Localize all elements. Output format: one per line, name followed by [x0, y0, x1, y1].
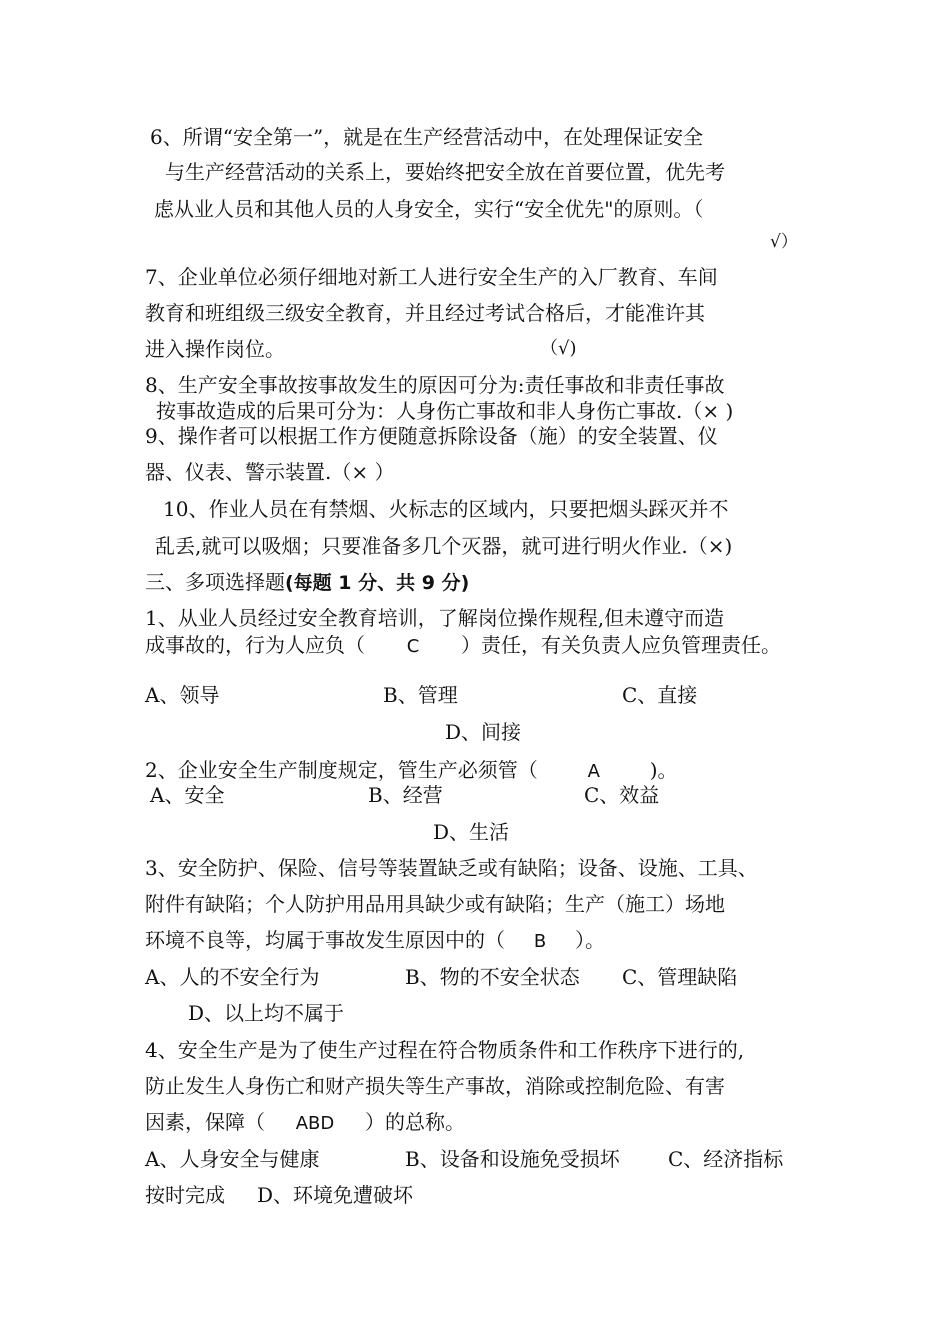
section-heading-score: (每题 1 分、共 9 分)	[285, 572, 470, 594]
tf-q9-line-2: 器、仪表、警示装置.（× ）	[145, 460, 395, 484]
tf-q7-line-3: 进入操作岗位。	[145, 337, 285, 361]
mc-q3-option-c: C、管理缺陷	[622, 965, 738, 989]
tf-q7-answer: （√)	[540, 338, 577, 359]
tf-q10-line-1: 10、作业人员在有禁烟、火标志的区域内，只要把烟头踩灭并不	[163, 497, 729, 521]
mc-q3-line-1: 3、安全防护、保险、信号等装置缺乏或有缺陷；设备、设施、工具、	[145, 856, 758, 880]
mc-q1-line-1: 1、从业人员经过安全教育培训，了解岗位操作规程,但未遵守而造	[145, 606, 725, 630]
mc-q2-stem-end: )。	[649, 758, 678, 782]
tf-q7-line-2: 教育和班组级三级安全教育，并且经过考试合格后，才能准许其	[145, 301, 705, 325]
mc-q3-answer: B	[533, 931, 547, 952]
mc-q4-option-a: A、人身安全与健康	[145, 1147, 320, 1171]
mc-q3-stem: 环境不良等，均属于事故发生原因中的（	[145, 928, 505, 952]
mc-q1-option-a: A、领导	[145, 683, 220, 707]
mc-q3-stem-end: ）。	[575, 928, 605, 952]
tf-q8-line-2: 按事故造成的后果可分为：人身伤亡事故和非人身伤亡事故.（× )	[156, 399, 734, 423]
mc-q4-line-3	[145, 1110, 465, 1136]
tf-q6-line-3: 虑从业人员和其他人员的人身安全，实行“安全优先"的原则。（	[154, 197, 704, 221]
mc-q1-stem-end: ）责任，有关负责人应负管理责任。	[461, 633, 781, 657]
mc-q4-option-c: C、经济指标	[668, 1147, 784, 1171]
mc-q3-option-b: B、物的不安全状态	[405, 965, 580, 989]
mc-q3-option-a: A、人的不安全行为	[145, 965, 320, 989]
section-heading-title: 三、多项选择题	[145, 570, 285, 594]
tf-q10-line-2: 乱丢,就可以吸烟；只要准备多几个灭器，就可进行明火作业.（×)	[155, 534, 733, 558]
mc-q2-option-d: D、生活	[433, 820, 510, 844]
tf-q8-line-1: 8、生产安全事故按事故发生的原因可分为:责任事故和非责任事故	[145, 373, 725, 397]
tf-q6-line-1: 6、所谓“安全第一”，就是在生产经营活动中，在处理保证安全	[150, 125, 704, 149]
mc-q3-line-3	[145, 928, 605, 954]
tf-q6-answer: √）	[770, 232, 798, 252]
mc-q4-answer: ABD	[295, 1113, 335, 1134]
mc-q3-option-d: D、以上均不属于	[188, 1001, 345, 1025]
mc-q1-stem: 成事故的，行为人应负（	[145, 633, 365, 657]
mc-q4-line-1: 4、安全生产是为了使生产过程在符合物质条件和工作秩序下进行的,	[145, 1038, 745, 1062]
tf-q7-line-1: 7、企业单位必须仔细地对新工人进行安全生产的入厂教育、车间	[145, 265, 718, 289]
tf-q6-line-2: 与生产经营活动的关系上，要始终把安全放在首要位置，优先考	[165, 160, 725, 184]
mc-q4-stem: 因素，保障（	[145, 1110, 265, 1134]
mc-q2-option-c: C、效益	[584, 783, 660, 807]
mc-q2-answer: A	[587, 761, 600, 782]
tf-q9-line-1: 9、操作者可以根据工作方便随意拆除设备（施）的安全装置、仪	[145, 424, 718, 448]
mc-q4-stem-end: ）的总称。	[365, 1110, 465, 1134]
mc-q4-option-d: D、环境免遭破坏	[257, 1183, 414, 1207]
mc-q4-option-c-cont: 按时完成	[145, 1183, 225, 1207]
mc-q1-option-d: D、间接	[445, 720, 522, 744]
mc-q2-option-b: B、经营	[368, 783, 443, 807]
mc-q4-line-2: 防止发生人身伤亡和财产损失等生产事故，消除或控制危险、有害	[145, 1074, 725, 1098]
mc-q1-answer: C	[406, 636, 420, 657]
mc-q1-option-c: C、直接	[622, 683, 698, 707]
mc-q2-stem: 2、企业安全生产制度规定，管生产必须管（	[145, 758, 538, 782]
mc-q4-option-b: B、设备和设施免受损坏	[405, 1147, 620, 1171]
mc-q2-option-a: A、安全	[150, 783, 225, 807]
mc-q3-line-2: 附件有缺陷；个人防护用品用具缺少或有缺陷；生产（施工）场地	[145, 892, 725, 916]
mc-q1-option-b: B、管理	[383, 683, 458, 707]
mc-q1-line-2	[145, 633, 781, 659]
section-heading	[145, 570, 469, 595]
mc-q2-line	[145, 758, 678, 784]
